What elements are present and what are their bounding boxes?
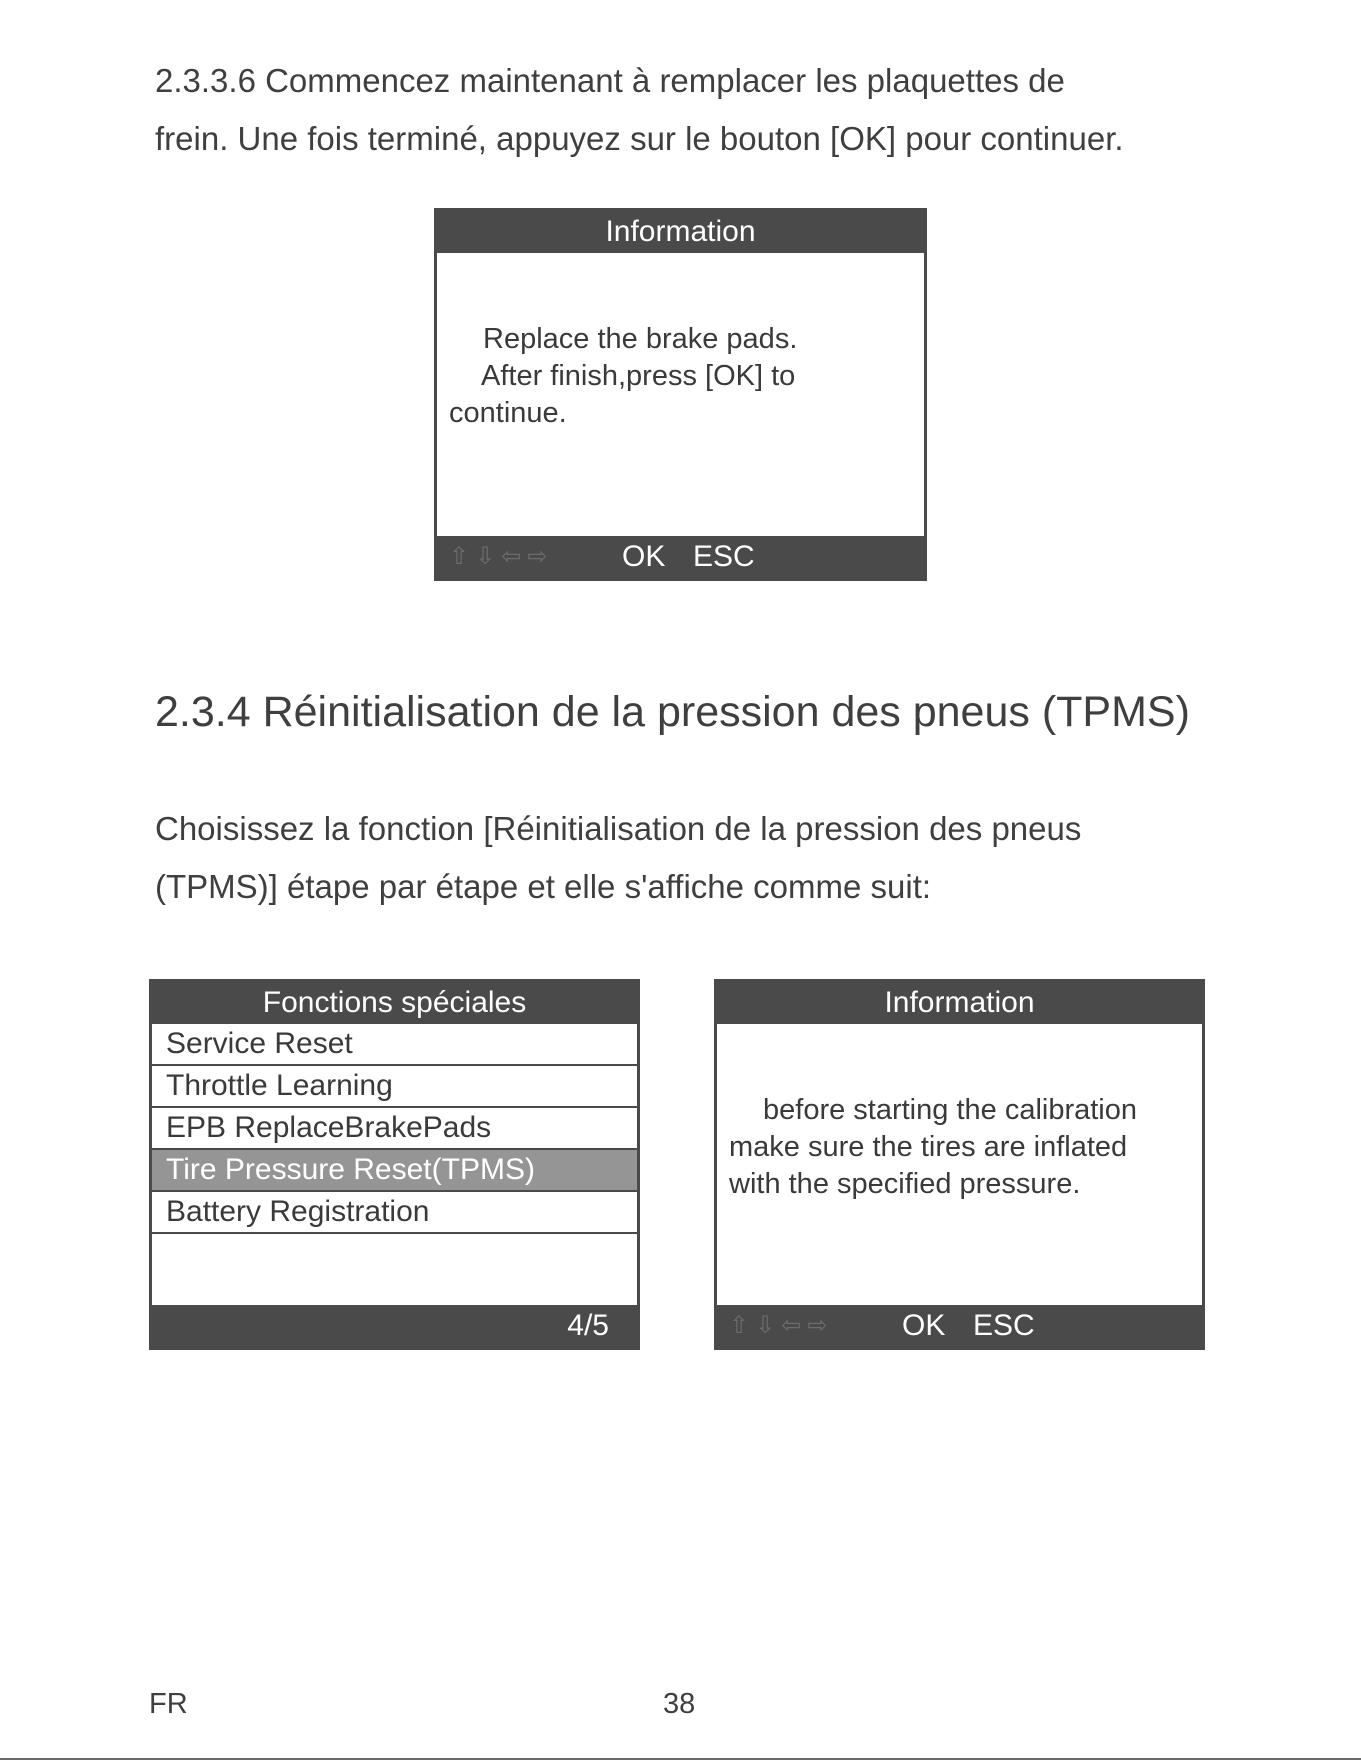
menu-item-epb-replace-brake-pads[interactable]: EPB ReplaceBrakePads	[152, 1108, 637, 1150]
tpms-line-1: Choisissez la fonction [Réinitialisation de la pression des pneus	[155, 810, 1082, 847]
ok-button[interactable]: OK	[622, 540, 666, 573]
message-line-1: before starting the calibration	[763, 1094, 1137, 1126]
screen-message	[729, 1092, 1190, 1203]
screen-title: Information	[437, 211, 924, 253]
arrow-up-icon[interactable]: ⇧	[729, 1312, 756, 1339]
arrow-left-icon[interactable]: ⇦	[781, 1312, 808, 1339]
menu-item-tire-pressure-reset[interactable]: Tire Pressure Reset(TPMS)	[152, 1150, 637, 1192]
tpms-paragraph	[155, 800, 1215, 916]
menu-item-battery-registration[interactable]: Battery Registration	[152, 1192, 637, 1234]
screen-message	[449, 321, 912, 432]
arrow-right-icon[interactable]: ⇨	[807, 1312, 834, 1339]
message-line-1: Replace the brake pads.	[483, 323, 798, 355]
arrow-down-icon[interactable]: ⇩	[755, 1312, 782, 1339]
footer-language: FR	[149, 1688, 188, 1720]
arrow-right-icon[interactable]: ⇨	[527, 543, 554, 570]
menu-item-throttle-learning[interactable]: Throttle Learning	[152, 1066, 637, 1108]
screen-title: Fonctions spéciales	[152, 982, 637, 1024]
tpms-line-2: (TPMS)] étape par étape et elle s'affiche comme suit:	[155, 868, 932, 905]
calibration-info-screen	[714, 979, 1205, 1350]
message-line-3: continue.	[449, 397, 567, 429]
esc-button[interactable]: ESC	[973, 1309, 1035, 1342]
arrow-up-icon[interactable]: ⇧	[449, 543, 476, 570]
intro-paragraph	[155, 52, 1235, 168]
function-menu	[152, 1024, 637, 1234]
brake-pads-info-screen	[434, 208, 927, 581]
screen-title: Information	[717, 982, 1202, 1024]
screen-footer	[152, 1305, 637, 1347]
section-heading: 2.3.4 Réinitialisation de la pression des pneus (TPMS)	[155, 688, 1190, 736]
page-indicator: 4/5	[567, 1309, 609, 1342]
intro-line-1: 2.3.3.6 Commencez maintenant à remplacer les plaquettes de	[155, 62, 1065, 99]
esc-button[interactable]: ESC	[693, 540, 755, 573]
nav-arrows	[729, 1305, 833, 1347]
message-line-3: with the specified pressure.	[729, 1168, 1081, 1200]
bottom-rule	[0, 1758, 1361, 1760]
message-line-2: make sure the tires are inflated	[729, 1131, 1128, 1163]
page-number: 38	[663, 1688, 696, 1720]
arrow-down-icon[interactable]: ⇩	[475, 543, 502, 570]
screen-footer	[717, 1305, 1202, 1347]
nav-arrows	[449, 536, 553, 578]
screen-footer	[437, 536, 924, 578]
intro-line-2: frein. Une fois terminé, appuyez sur le bouton [OK] pour continuer.	[155, 120, 1124, 157]
arrow-left-icon[interactable]: ⇦	[501, 543, 528, 570]
menu-item-service-reset[interactable]: Service Reset	[152, 1024, 637, 1066]
special-functions-screen	[149, 979, 640, 1350]
message-line-2: After finish,press [OK] to	[481, 360, 796, 392]
ok-button[interactable]: OK	[902, 1309, 946, 1342]
